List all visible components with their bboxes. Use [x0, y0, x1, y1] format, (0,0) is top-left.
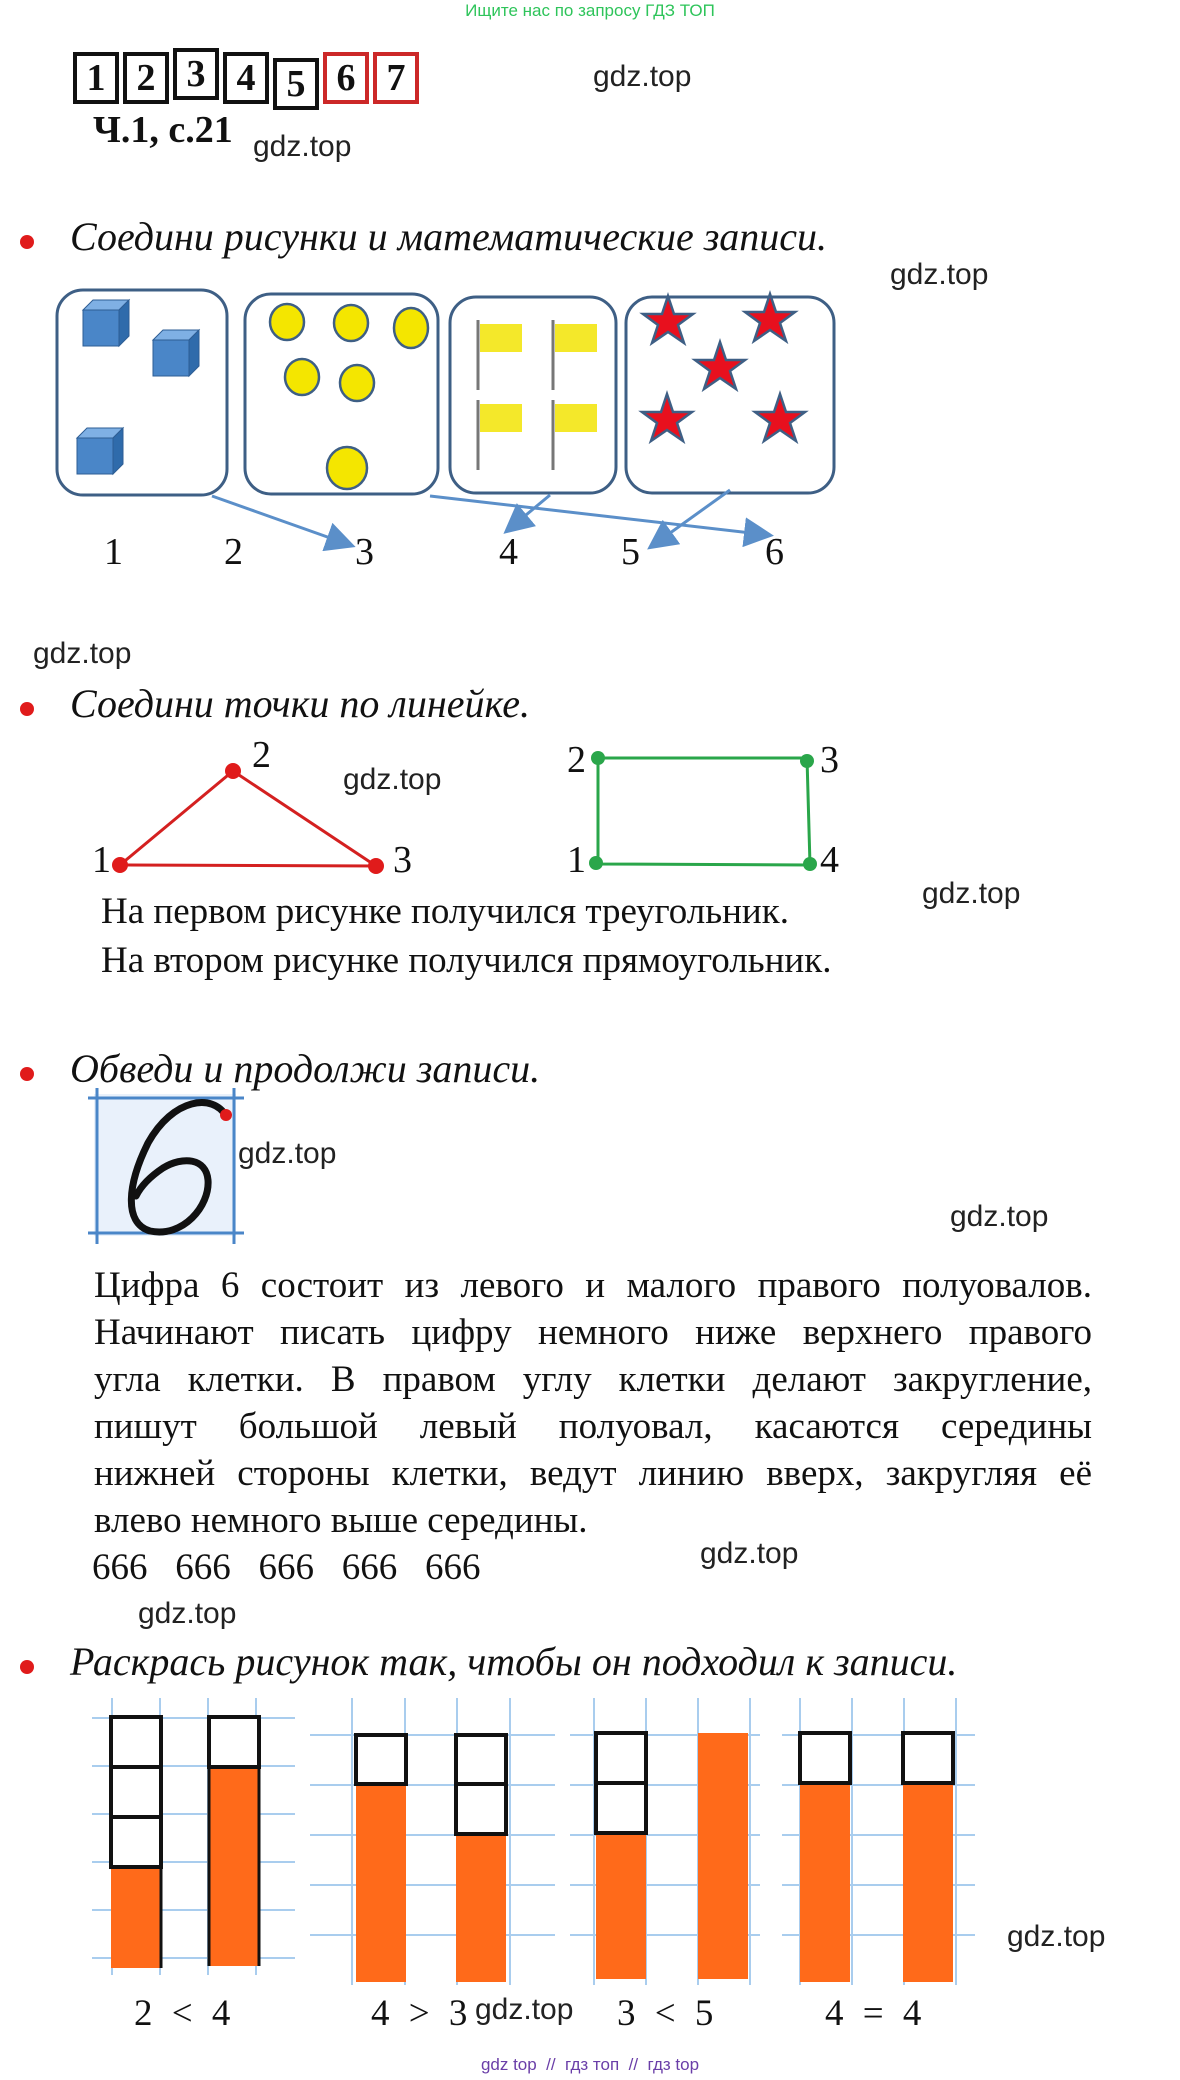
bar-column [356, 1735, 406, 1982]
watermark: gdz.top [700, 1537, 799, 1570]
task1-picture-grid [0, 280, 1180, 600]
comparison-left: 4 [371, 1993, 390, 2034]
task-number-7[interactable]: 7 [373, 52, 419, 104]
point-label-3: 3 [820, 739, 839, 781]
number-5: 5 [621, 531, 640, 573]
point-label-2: 2 [252, 734, 271, 776]
comparison-4 [825, 1992, 921, 2035]
comparison-sign: > [408, 1993, 430, 2034]
task3-instruction: Обведи и продолжи записи. [70, 1046, 541, 1091]
comparison-right: 4 [902, 1993, 922, 2034]
number-1: 1 [104, 531, 123, 573]
circle-icon [285, 359, 319, 395]
bar-column [800, 1733, 850, 1982]
comparison-right: 3 [448, 1993, 468, 2034]
task-number-bar [73, 52, 423, 110]
watermark: gdz.top [343, 763, 442, 796]
number-3: 3 [355, 531, 374, 573]
cube-icon [153, 330, 199, 376]
description-line: пишут большой левый полуовал, касаются середины [94, 1406, 1092, 1447]
task-number-5[interactable]: 5 [273, 58, 319, 110]
bullet-icon [20, 1660, 34, 1674]
description-line: Цифра 6 состоит из левого и малого правого полуовалов. [94, 1265, 1092, 1306]
description-line: влево немного выше середины. [94, 1500, 588, 1541]
task2-instruction: Соедини точки по линейке. [70, 681, 530, 726]
point-label-1: 1 [92, 839, 111, 881]
result-text-2: На втором рисунке получился прямоугольник. [101, 940, 832, 981]
comparison-sign: < [654, 1993, 676, 2034]
task-number-2[interactable]: 2 [123, 52, 169, 104]
bar-column [698, 1733, 748, 1979]
rectangle-shape [589, 751, 817, 871]
number-2: 2 [224, 531, 243, 573]
description-line: угла клетки. В правом углу клетки делают закругление, [94, 1359, 1092, 1400]
number-6: 6 [765, 531, 784, 573]
task2-shapes [0, 740, 1180, 890]
watermark: gdz.top [1007, 1920, 1106, 1953]
bar-column [596, 1733, 646, 1979]
top-search-link[interactable]: Ищите нас по запросу ГДЗ ТОП [465, 1, 715, 20]
comparison-sign: = [862, 1993, 884, 2034]
watermark: gdz.top [475, 1993, 574, 2026]
footer-links[interactable]: gdz top // гдз топ // гдз top [480, 2055, 700, 2074]
triangle-shape [112, 763, 384, 874]
watermark: gdz.top [593, 60, 692, 93]
comparison-1 [134, 1992, 230, 2035]
cube-icon [77, 428, 123, 474]
arrow-stars-to-5 [652, 490, 730, 546]
bullet-icon [20, 1067, 34, 1081]
task4-instruction: Раскрась рисунок так, чтобы он подходил к записи. [70, 1639, 958, 1684]
description-line: Начинают писать цифру немного ниже верхнего правого [94, 1312, 1092, 1353]
task4-bars [0, 1690, 1180, 1990]
comparison-2 [371, 1992, 467, 2035]
comparison-right: 4 [211, 1993, 231, 2034]
point-label-3: 3 [393, 839, 412, 881]
bullet-icon [20, 702, 34, 716]
watermark: gdz.top [33, 637, 132, 670]
arrow-circles-to-6 [430, 496, 768, 535]
circle-icon [340, 365, 374, 401]
point-label-1: 1 [567, 839, 586, 881]
bar-column [456, 1735, 506, 1982]
comparison-3 [617, 1992, 713, 2035]
task-number-3[interactable]: 3 [173, 48, 219, 100]
comparison-left: 4 [825, 1993, 844, 2034]
number-4: 4 [499, 531, 518, 573]
arrow-flags-to-4 [508, 495, 550, 530]
watermark: gdz.top [138, 1597, 237, 1630]
circle-icon [270, 304, 304, 340]
comparison-right: 5 [694, 1993, 714, 2034]
bar-column [209, 1717, 259, 1966]
result-text-1: На первом рисунке получился треугольник. [101, 891, 789, 932]
task1-instruction: Соедини рисунки и математические записи. [70, 214, 828, 259]
watermark: gdz.top [922, 877, 1021, 910]
bar-column [111, 1717, 161, 1968]
task-number-1[interactable]: 1 [73, 52, 119, 104]
watermark: gdz.top [238, 1137, 337, 1170]
point-label-4: 4 [820, 839, 839, 881]
cube-icon [83, 300, 129, 346]
description-line: нижней стороны клетки, ведут линию вверх, закругляя её [94, 1453, 1092, 1494]
task-number-4[interactable]: 4 [223, 52, 269, 104]
watermark: gdz.top [950, 1200, 1049, 1233]
bullet-icon [20, 235, 34, 249]
point-label-2: 2 [567, 739, 586, 781]
start-point-icon [220, 1109, 232, 1121]
comparison-sign: < [171, 1993, 193, 2034]
watermark: gdz.top [253, 130, 352, 163]
comparison-left: 3 [617, 1993, 636, 2034]
comparison-left: 2 [134, 1993, 153, 2034]
watermark: gdz.top [890, 258, 989, 291]
circle-icon [394, 308, 428, 348]
page-reference: Ч.1, с.21 [93, 109, 233, 151]
bar-column [903, 1733, 953, 1982]
practice-line: 666 666 666 666 666 [92, 1547, 481, 1588]
digit-six-cell [88, 1088, 248, 1248]
task-number-6[interactable]: 6 [323, 52, 369, 104]
circle-icon [327, 447, 367, 489]
circle-icon [334, 305, 368, 341]
